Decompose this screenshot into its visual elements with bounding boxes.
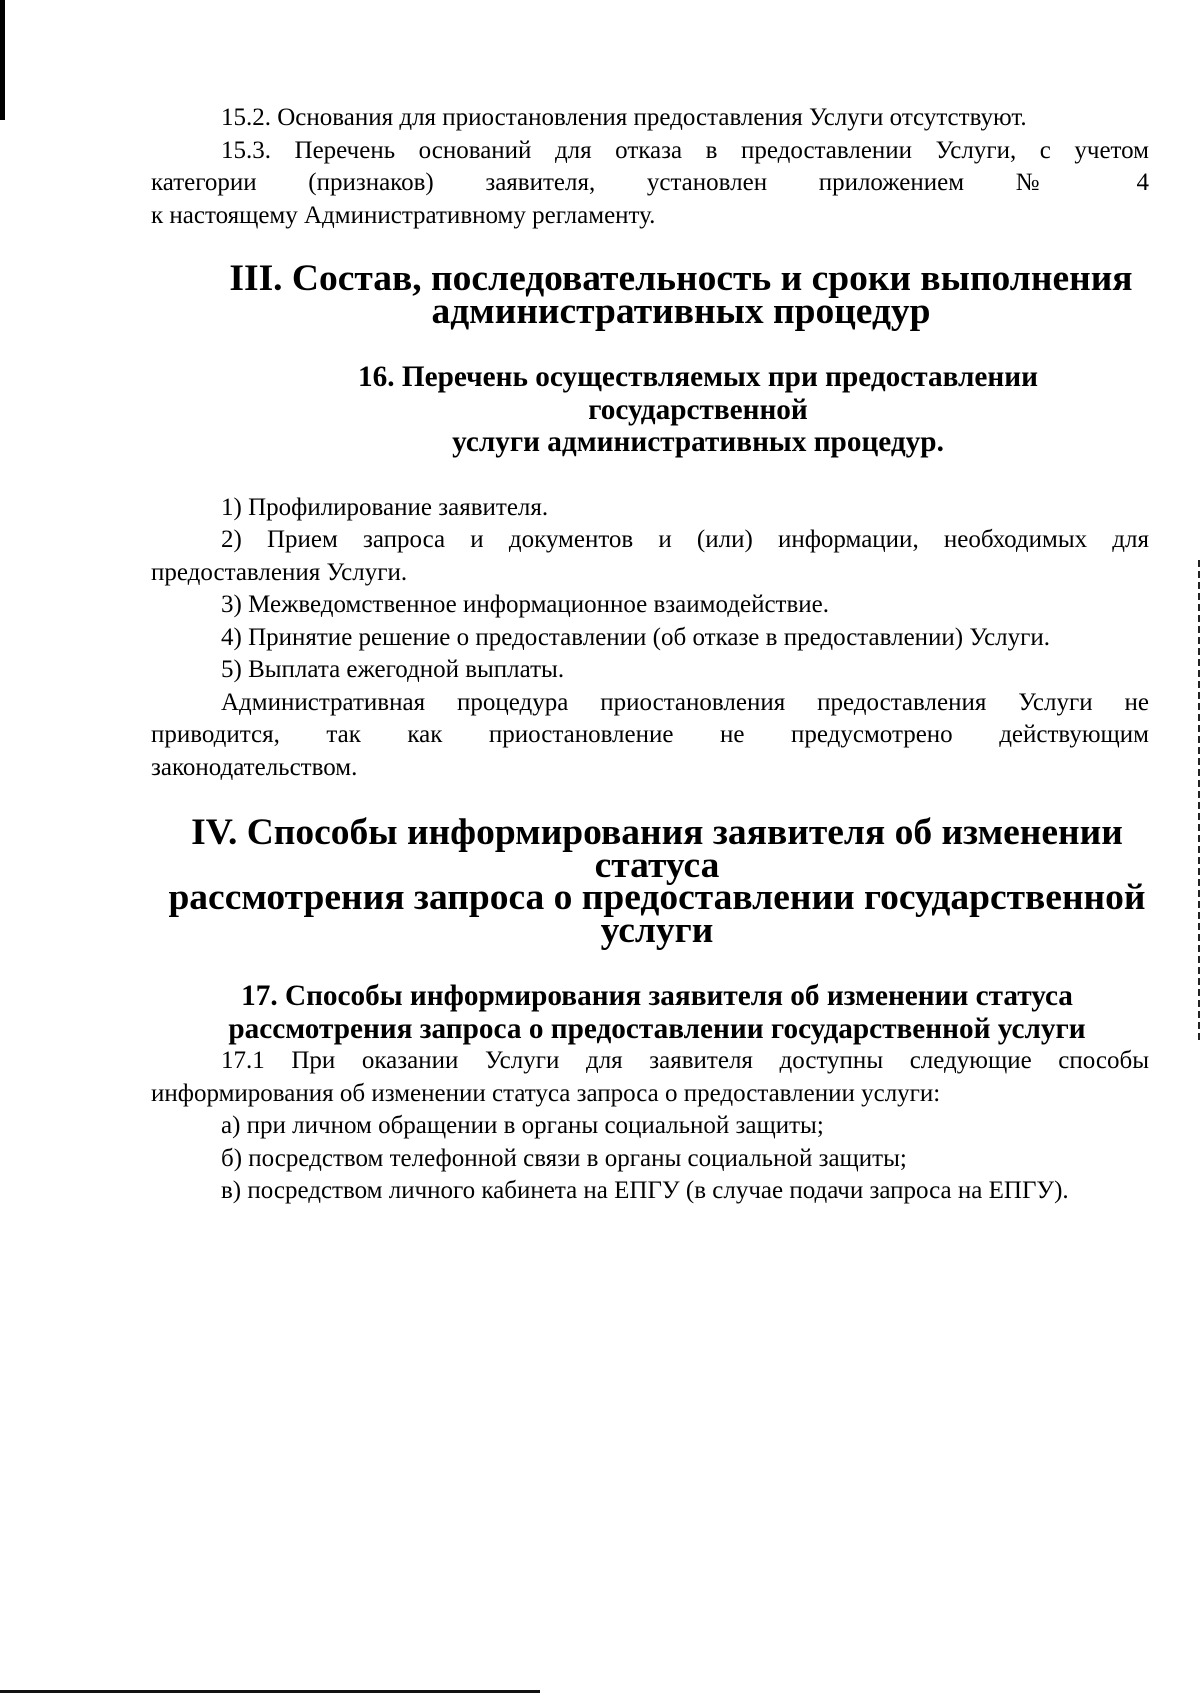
list-item: в) посредством личного кабинета на ЕПГУ (в случае подачи запроса на ЕПГУ). (221, 1177, 1069, 1204)
list-item: б) посредством телефонной связи в органы социальной защиты; (221, 1144, 907, 1172)
clause-16-heading (151, 361, 1149, 459)
clause-17-heading-line-1: 17. Способы информирования заявителя об изменении статуса (241, 980, 1073, 1012)
clause-17-intro: 17.1 При оказании Услуги для заявителя доступны следующие способы информирования об изменении статуса запроса о предоставлении услуги: (151, 1047, 1149, 1107)
clause-16-heading-line-2: услуги административных процедур. (452, 426, 944, 458)
clause-17-heading (151, 980, 1149, 1045)
section-4-heading-line-2: рассмотрения запроса о предоставлении государственной услуги (168, 877, 1146, 951)
paragraph-15-3-line-2: категории (признаков) заявителя, установлен приложением № 4 (151, 169, 1149, 196)
list-item: 1) Профилирование заявителя. (221, 493, 549, 521)
section-4-heading (151, 812, 1149, 951)
section-3-heading-line-1: III. Состав, последовательность и сроки выполнения (229, 258, 1133, 299)
scan-edge-bottom (0, 1690, 540, 1693)
document-body (151, 102, 1149, 1208)
list-item: 3) Межведомственное информационное взаимодействие. (221, 591, 830, 618)
clause-16-note-line-1: Административная процедура приостановления предоставления Услуги не (221, 688, 1149, 716)
clause-16-list (151, 492, 1149, 785)
clause-16-note-line-3: законодательством. (151, 753, 358, 781)
paragraph-15-3-line-3: к настоящему Административному регламенту. (151, 201, 656, 229)
paragraph-15-3-line-1: 15.3. Перечень оснований для отказа в предоставлении Услуги, с учетом (221, 136, 1149, 164)
clause-16-note-line-2: приводится, так как приостановление не предусмотрено действующим (151, 721, 1149, 748)
list-item: а) при личном обращении в органы социальной защиты; (221, 1112, 824, 1139)
list-item: 5) Выплата ежегодной выплаты. (221, 656, 565, 683)
clause-16-heading-line-1: 16. Перечень осуществляемых при предоставлении государственной (358, 361, 1038, 426)
paragraph-15-2: 15.2. Основания для приостановления предоставления Услуги отсутствуют. (221, 104, 1027, 131)
list-item: 4) Принятие решение о предоставлении (об отказе в предоставлении) Услуги. (221, 623, 1051, 651)
scan-edge-left (0, 0, 5, 120)
section-3-heading (151, 258, 1149, 332)
clause-17-heading-line-2: рассмотрения запроса о предоставлении государственной услуги (228, 1012, 1086, 1045)
section-3-heading-line-2: административных процедур (431, 290, 931, 332)
section-4-heading-line-1: IV. Способы информирования заявителя об изменении статуса (191, 812, 1123, 886)
list-item: 2) Прием запроса и документов и (или) информации, необходимых для предоставления Услуги. (151, 526, 1149, 586)
